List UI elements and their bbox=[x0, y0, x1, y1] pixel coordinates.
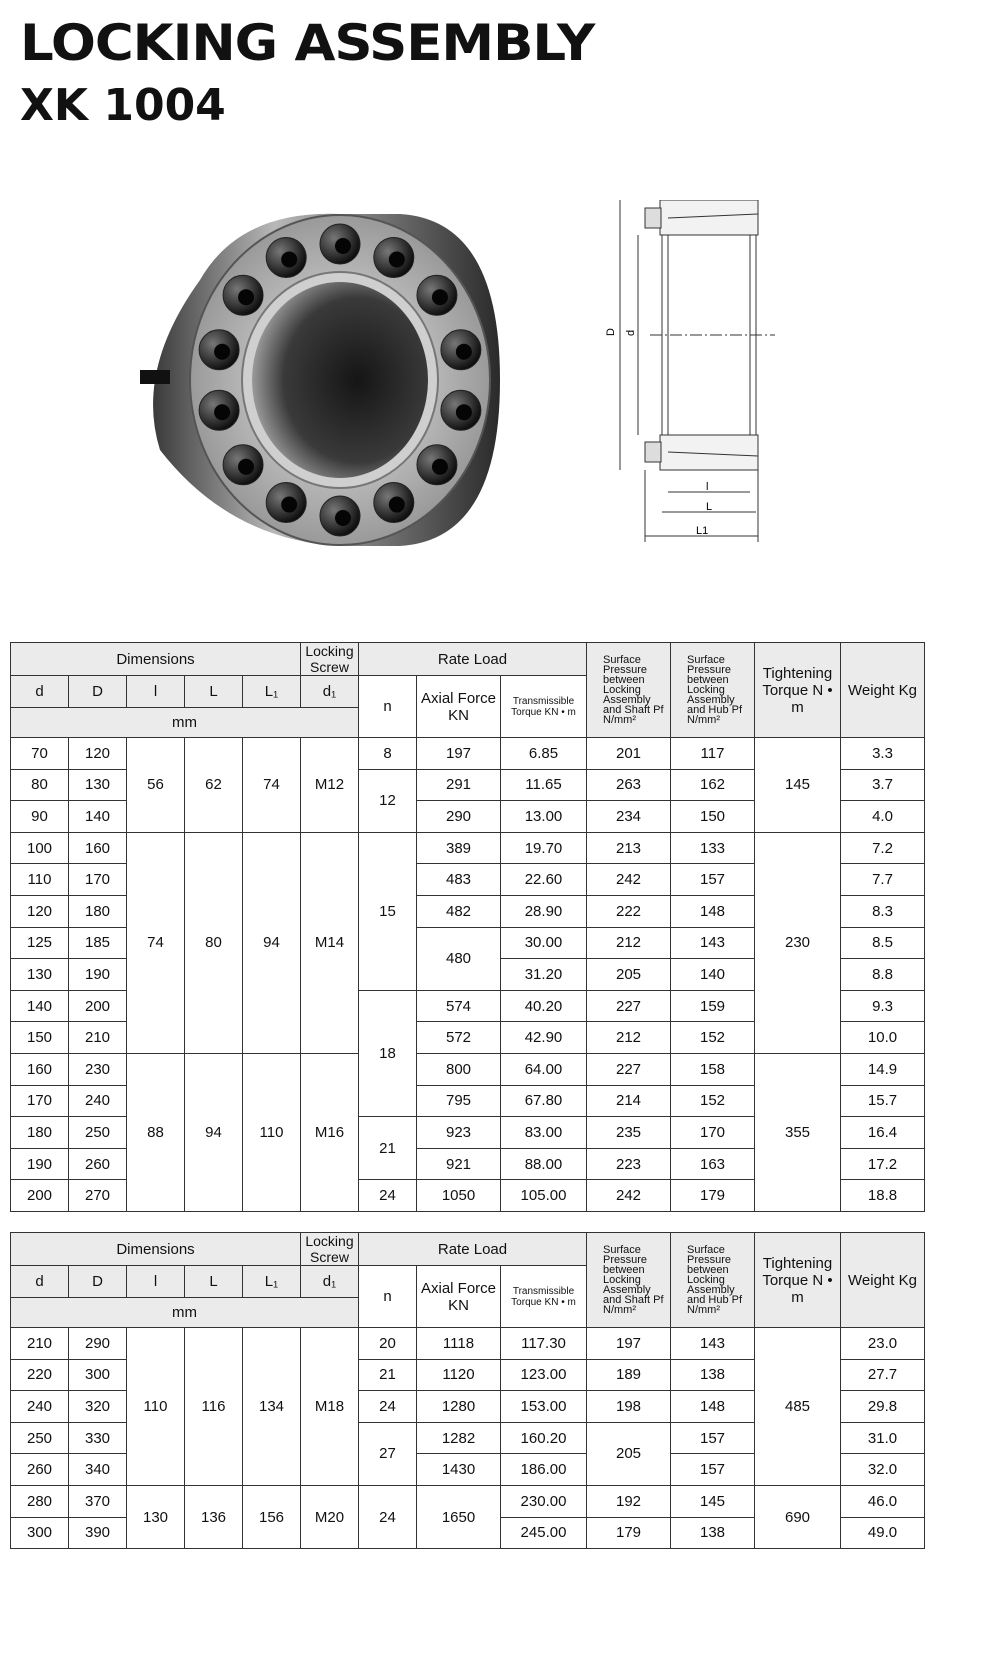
table-cell: 157 bbox=[671, 1454, 755, 1486]
table-cell: 212 bbox=[587, 1022, 671, 1054]
table-cell: 179 bbox=[671, 1180, 755, 1212]
table-cell: 143 bbox=[671, 927, 755, 959]
table-cell: 138 bbox=[671, 1517, 755, 1549]
table-cell: 197 bbox=[417, 738, 501, 770]
header-L: L bbox=[185, 1266, 243, 1298]
bolt-socket-icon bbox=[456, 344, 472, 360]
table-cell: 220 bbox=[11, 1359, 69, 1391]
table-cell: 49.0 bbox=[841, 1517, 925, 1549]
table-cell: 145 bbox=[671, 1485, 755, 1517]
table-cell: 70 bbox=[11, 738, 69, 770]
spec-table-1 bbox=[10, 642, 925, 1212]
header-mm: mm bbox=[11, 708, 359, 738]
table-cell: 186.00 bbox=[501, 1454, 587, 1486]
table-cell: 31.0 bbox=[841, 1422, 925, 1454]
header-surface-hub: Surface Pressure between Locking Assembly and Hub Pf N/mm² bbox=[671, 643, 755, 738]
table-cell: 260 bbox=[69, 1148, 127, 1180]
table-cell: 389 bbox=[417, 832, 501, 864]
cross-section-drawing bbox=[600, 200, 800, 550]
table-cell: 62 bbox=[185, 738, 243, 833]
table-cell: 170 bbox=[11, 1085, 69, 1117]
table-cell: 110 bbox=[243, 1053, 301, 1211]
table-cell: 157 bbox=[671, 1422, 755, 1454]
table-cell: 46.0 bbox=[841, 1485, 925, 1517]
table-cell: 485 bbox=[755, 1328, 841, 1486]
table-cell: 125 bbox=[11, 927, 69, 959]
table-cell: 21 bbox=[359, 1359, 417, 1391]
table-cell: 117.30 bbox=[501, 1328, 587, 1360]
table-cell: 156 bbox=[243, 1485, 301, 1548]
table-cell: 1050 bbox=[417, 1180, 501, 1212]
table-cell: 340 bbox=[69, 1454, 127, 1486]
table-cell: 250 bbox=[69, 1117, 127, 1149]
table-cell: 120 bbox=[11, 895, 69, 927]
table-cell: 4.0 bbox=[841, 801, 925, 833]
table-cell: 80 bbox=[185, 832, 243, 1053]
table-cell: 480 bbox=[417, 927, 501, 990]
table-cell: 1430 bbox=[417, 1454, 501, 1486]
table-cell: 795 bbox=[417, 1085, 501, 1117]
bolt-socket-icon bbox=[281, 497, 297, 513]
dim-label-l: l bbox=[706, 481, 709, 493]
table-cell: 21 bbox=[359, 1117, 417, 1180]
header-D: D bbox=[69, 676, 127, 708]
header-d: d bbox=[11, 1266, 69, 1298]
table-cell: 242 bbox=[587, 1180, 671, 1212]
table-cell: 74 bbox=[243, 738, 301, 833]
header-surface-hub: Surface Pressure between Locking Assembly and Hub Pf N/mm² bbox=[671, 1233, 755, 1328]
dim-label-D: D bbox=[605, 328, 617, 336]
bolt-socket-icon bbox=[389, 251, 405, 267]
bolt-socket-icon bbox=[214, 404, 230, 420]
bolt-socket-icon bbox=[238, 459, 254, 475]
table-cell: 212 bbox=[587, 927, 671, 959]
table-cell: 88 bbox=[127, 1053, 185, 1211]
header-mm: mm bbox=[11, 1298, 359, 1328]
header-n: n bbox=[359, 676, 417, 738]
header-rate-load: Rate Load bbox=[359, 1233, 587, 1266]
header-D: D bbox=[69, 1266, 127, 1298]
model-number: XK 1004 bbox=[20, 80, 226, 131]
table-cell: 94 bbox=[243, 832, 301, 1053]
table-cell: 205 bbox=[587, 959, 671, 991]
table-cell: 170 bbox=[671, 1117, 755, 1149]
table-cell: 1650 bbox=[417, 1485, 501, 1548]
dim-label-d: d bbox=[625, 329, 637, 336]
table-cell: 192 bbox=[587, 1485, 671, 1517]
table-cell: 163 bbox=[671, 1148, 755, 1180]
table-cell: 30.00 bbox=[501, 927, 587, 959]
table-cell: 29.8 bbox=[841, 1391, 925, 1423]
table-cell: 330 bbox=[69, 1422, 127, 1454]
table-cell: 6.85 bbox=[501, 738, 587, 770]
table-cell: 923 bbox=[417, 1117, 501, 1149]
table-cell: 280 bbox=[11, 1485, 69, 1517]
table-cell: 15 bbox=[359, 832, 417, 990]
table-cell: 56 bbox=[127, 738, 185, 833]
header-dimensions: Dimensions bbox=[11, 1233, 301, 1266]
table-cell: 3.3 bbox=[841, 738, 925, 770]
table-cell: 14.9 bbox=[841, 1053, 925, 1085]
header-weight: Weight Kg bbox=[841, 1233, 925, 1328]
table-cell: M12 bbox=[301, 738, 359, 833]
table-cell: 143 bbox=[671, 1328, 755, 1360]
table-cell: 100 bbox=[11, 832, 69, 864]
table-cell: 8.8 bbox=[841, 959, 925, 991]
table-cell: 12 bbox=[359, 769, 417, 832]
table-cell: M14 bbox=[301, 832, 359, 1053]
table-cell: 110 bbox=[127, 1328, 185, 1486]
table-row bbox=[11, 738, 925, 770]
table-cell: 23.0 bbox=[841, 1328, 925, 1360]
header-d1: d₁ bbox=[301, 676, 359, 708]
table-cell: 1118 bbox=[417, 1328, 501, 1360]
table-cell: 138 bbox=[671, 1359, 755, 1391]
table-cell: M20 bbox=[301, 1485, 359, 1548]
table-cell: 152 bbox=[671, 1022, 755, 1054]
table-cell: 148 bbox=[671, 1391, 755, 1423]
table-cell: 18 bbox=[359, 990, 417, 1116]
table-cell: 227 bbox=[587, 990, 671, 1022]
table-cell: 230 bbox=[69, 1053, 127, 1085]
table-cell: 157 bbox=[671, 864, 755, 896]
table-cell: M18 bbox=[301, 1328, 359, 1486]
table-cell: 185 bbox=[69, 927, 127, 959]
table-cell: 83.00 bbox=[501, 1117, 587, 1149]
table-cell: 290 bbox=[69, 1328, 127, 1360]
table-cell: 390 bbox=[69, 1517, 127, 1549]
table-cell: 24 bbox=[359, 1180, 417, 1212]
table-cell: 18.8 bbox=[841, 1180, 925, 1212]
table-cell: 800 bbox=[417, 1053, 501, 1085]
table-cell: 574 bbox=[417, 990, 501, 1022]
bolt-socket-icon bbox=[238, 289, 254, 305]
table-cell: 290 bbox=[417, 801, 501, 833]
table-cell: 190 bbox=[69, 959, 127, 991]
header-axial-force: Axial Force KN bbox=[417, 676, 501, 738]
spec-table-2 bbox=[10, 1232, 925, 1549]
table-cell: 158 bbox=[671, 1053, 755, 1085]
table-cell: 250 bbox=[11, 1422, 69, 1454]
bolt-socket-icon bbox=[432, 459, 448, 475]
table-cell: 24 bbox=[359, 1391, 417, 1423]
table-cell: 291 bbox=[417, 769, 501, 801]
table-cell: 94 bbox=[185, 1053, 243, 1211]
bolt-socket-icon bbox=[281, 251, 297, 267]
header-locking-screw: Locking Screw bbox=[301, 643, 359, 676]
header-L1: L₁ bbox=[243, 676, 301, 708]
table-cell: 160 bbox=[11, 1053, 69, 1085]
table-cell: 140 bbox=[69, 801, 127, 833]
table-cell: 370 bbox=[69, 1485, 127, 1517]
table-cell: 27.7 bbox=[841, 1359, 925, 1391]
header-tightening-torque: Tightening Torque N • m bbox=[755, 1233, 841, 1328]
table-cell: 136 bbox=[185, 1485, 243, 1548]
header-L: L bbox=[185, 676, 243, 708]
table-cell: 15.7 bbox=[841, 1085, 925, 1117]
table-cell: 222 bbox=[587, 895, 671, 927]
table-cell: 213 bbox=[587, 832, 671, 864]
table-cell: 227 bbox=[587, 1053, 671, 1085]
table-cell: 9.3 bbox=[841, 990, 925, 1022]
header-surface-shaft: Surface Pressure between Locking Assembly and Shaft Pf N/mm² bbox=[587, 643, 671, 738]
table-cell: 22.60 bbox=[501, 864, 587, 896]
table-cell: 150 bbox=[11, 1022, 69, 1054]
table-cell: 152 bbox=[671, 1085, 755, 1117]
table-cell: 245.00 bbox=[501, 1517, 587, 1549]
table-cell: 88.00 bbox=[501, 1148, 587, 1180]
table-cell: 483 bbox=[417, 864, 501, 896]
table-cell: 230 bbox=[755, 832, 841, 1053]
table-cell: 117 bbox=[671, 738, 755, 770]
table-cell: 133 bbox=[671, 832, 755, 864]
table-cell: 242 bbox=[587, 864, 671, 896]
table-cell: 105.00 bbox=[501, 1180, 587, 1212]
table-cell: 74 bbox=[127, 832, 185, 1053]
table-cell: 235 bbox=[587, 1117, 671, 1149]
table-cell: 16.4 bbox=[841, 1117, 925, 1149]
header-surface-shaft: Surface Pressure between Locking Assembly and Shaft Pf N/mm² bbox=[587, 1233, 671, 1328]
header-L1: L₁ bbox=[243, 1266, 301, 1298]
table-cell: 8 bbox=[359, 738, 417, 770]
header-weight: Weight Kg bbox=[841, 643, 925, 738]
table-cell: 120 bbox=[69, 738, 127, 770]
header-rate-load: Rate Load bbox=[359, 643, 587, 676]
table-cell: 214 bbox=[587, 1085, 671, 1117]
table-cell: 300 bbox=[11, 1517, 69, 1549]
table-row bbox=[11, 1328, 925, 1360]
header-locking-screw: Locking Screw bbox=[301, 1233, 359, 1266]
table-cell: 7.2 bbox=[841, 832, 925, 864]
table-cell: 180 bbox=[11, 1117, 69, 1149]
table-cell: 223 bbox=[587, 1148, 671, 1180]
table-cell: 130 bbox=[11, 959, 69, 991]
table-cell: 263 bbox=[587, 769, 671, 801]
table-cell: 270 bbox=[69, 1180, 127, 1212]
table-cell: 8.3 bbox=[841, 895, 925, 927]
table-cell: 130 bbox=[127, 1485, 185, 1548]
table-row bbox=[11, 1053, 925, 1085]
table-cell: 260 bbox=[11, 1454, 69, 1486]
table-cell: 17.2 bbox=[841, 1148, 925, 1180]
locking-assembly-photo bbox=[140, 200, 520, 560]
table-cell: 200 bbox=[69, 990, 127, 1022]
header-l: l bbox=[127, 676, 185, 708]
table-cell: 482 bbox=[417, 895, 501, 927]
table-cell: 116 bbox=[185, 1328, 243, 1486]
table-cell: 90 bbox=[11, 801, 69, 833]
table-cell: 20 bbox=[359, 1328, 417, 1360]
table-cell: 162 bbox=[671, 769, 755, 801]
table-cell: 159 bbox=[671, 990, 755, 1022]
table-cell: 190 bbox=[11, 1148, 69, 1180]
dim-label-L1: L1 bbox=[696, 525, 709, 537]
header-tightening-torque: Tightening Torque N • m bbox=[755, 643, 841, 738]
bolt-socket-icon bbox=[456, 404, 472, 420]
table-cell: 32.0 bbox=[841, 1454, 925, 1486]
table-row bbox=[11, 832, 925, 864]
table-cell: 690 bbox=[755, 1485, 841, 1548]
table-cell: 13.00 bbox=[501, 801, 587, 833]
header-d: d bbox=[11, 676, 69, 708]
header-transmissible-torque: Transmissible Torque KN • m bbox=[501, 1266, 587, 1328]
table-cell: 19.70 bbox=[501, 832, 587, 864]
table-cell: 140 bbox=[671, 959, 755, 991]
table-cell: 110 bbox=[11, 864, 69, 896]
table-cell: 921 bbox=[417, 1148, 501, 1180]
table-cell: 140 bbox=[11, 990, 69, 1022]
table-cell: 230.00 bbox=[501, 1485, 587, 1517]
table-cell: 7.7 bbox=[841, 864, 925, 896]
table-cell: 160 bbox=[69, 832, 127, 864]
table-cell: 24 bbox=[359, 1485, 417, 1548]
table-cell: 67.80 bbox=[501, 1085, 587, 1117]
table-cell: 200 bbox=[11, 1180, 69, 1212]
table-cell: 320 bbox=[69, 1391, 127, 1423]
table-cell: 145 bbox=[755, 738, 841, 833]
table-cell: 160.20 bbox=[501, 1422, 587, 1454]
header-transmissible-torque: Transmissible Torque KN • m bbox=[501, 676, 587, 738]
table-cell: 8.5 bbox=[841, 927, 925, 959]
table-cell: 150 bbox=[671, 801, 755, 833]
table-cell: 42.90 bbox=[501, 1022, 587, 1054]
header-d1: d₁ bbox=[301, 1266, 359, 1298]
table-cell: 40.20 bbox=[501, 990, 587, 1022]
table-cell: 205 bbox=[587, 1422, 671, 1485]
table-cell: 179 bbox=[587, 1517, 671, 1549]
table-cell: 1120 bbox=[417, 1359, 501, 1391]
bolt-socket-icon bbox=[389, 497, 405, 513]
table-cell: 355 bbox=[755, 1053, 841, 1211]
table-cell: 134 bbox=[243, 1328, 301, 1486]
table-cell: 240 bbox=[11, 1391, 69, 1423]
table-cell: 10.0 bbox=[841, 1022, 925, 1054]
table-cell: 1282 bbox=[417, 1422, 501, 1454]
table-cell: 11.65 bbox=[501, 769, 587, 801]
table-cell: 180 bbox=[69, 895, 127, 927]
bolt-socket-icon bbox=[335, 238, 351, 254]
table-cell: 153.00 bbox=[501, 1391, 587, 1423]
table-cell: 27 bbox=[359, 1422, 417, 1485]
table-cell: 300 bbox=[69, 1359, 127, 1391]
bolt-socket-icon bbox=[432, 289, 448, 305]
table-cell: 198 bbox=[587, 1391, 671, 1423]
header-dimensions: Dimensions bbox=[11, 643, 301, 676]
table-cell: 170 bbox=[69, 864, 127, 896]
dim-label-L: L bbox=[706, 501, 713, 513]
table-cell: 210 bbox=[69, 1022, 127, 1054]
table-cell: 123.00 bbox=[501, 1359, 587, 1391]
table-cell: 28.90 bbox=[501, 895, 587, 927]
table-cell: 130 bbox=[69, 769, 127, 801]
table-cell: 234 bbox=[587, 801, 671, 833]
table-cell: 64.00 bbox=[501, 1053, 587, 1085]
table-cell: 572 bbox=[417, 1022, 501, 1054]
header-n: n bbox=[359, 1266, 417, 1328]
table-cell: 1280 bbox=[417, 1391, 501, 1423]
table-cell: 210 bbox=[11, 1328, 69, 1360]
header-axial-force: Axial Force KN bbox=[417, 1266, 501, 1328]
bolt-socket-icon bbox=[335, 510, 351, 526]
table-row bbox=[11, 1485, 925, 1517]
table-cell: 3.7 bbox=[841, 769, 925, 801]
table-cell: 148 bbox=[671, 895, 755, 927]
table-cell: 201 bbox=[587, 738, 671, 770]
table-cell: 31.20 bbox=[501, 959, 587, 991]
table-cell: M16 bbox=[301, 1053, 359, 1211]
table-cell: 189 bbox=[587, 1359, 671, 1391]
page-title: LOCKING ASSEMBLY bbox=[20, 14, 595, 72]
table-cell: 80 bbox=[11, 769, 69, 801]
table-cell: 197 bbox=[587, 1328, 671, 1360]
bolt-socket-icon bbox=[214, 344, 230, 360]
header-l: l bbox=[127, 1266, 185, 1298]
table-cell: 240 bbox=[69, 1085, 127, 1117]
